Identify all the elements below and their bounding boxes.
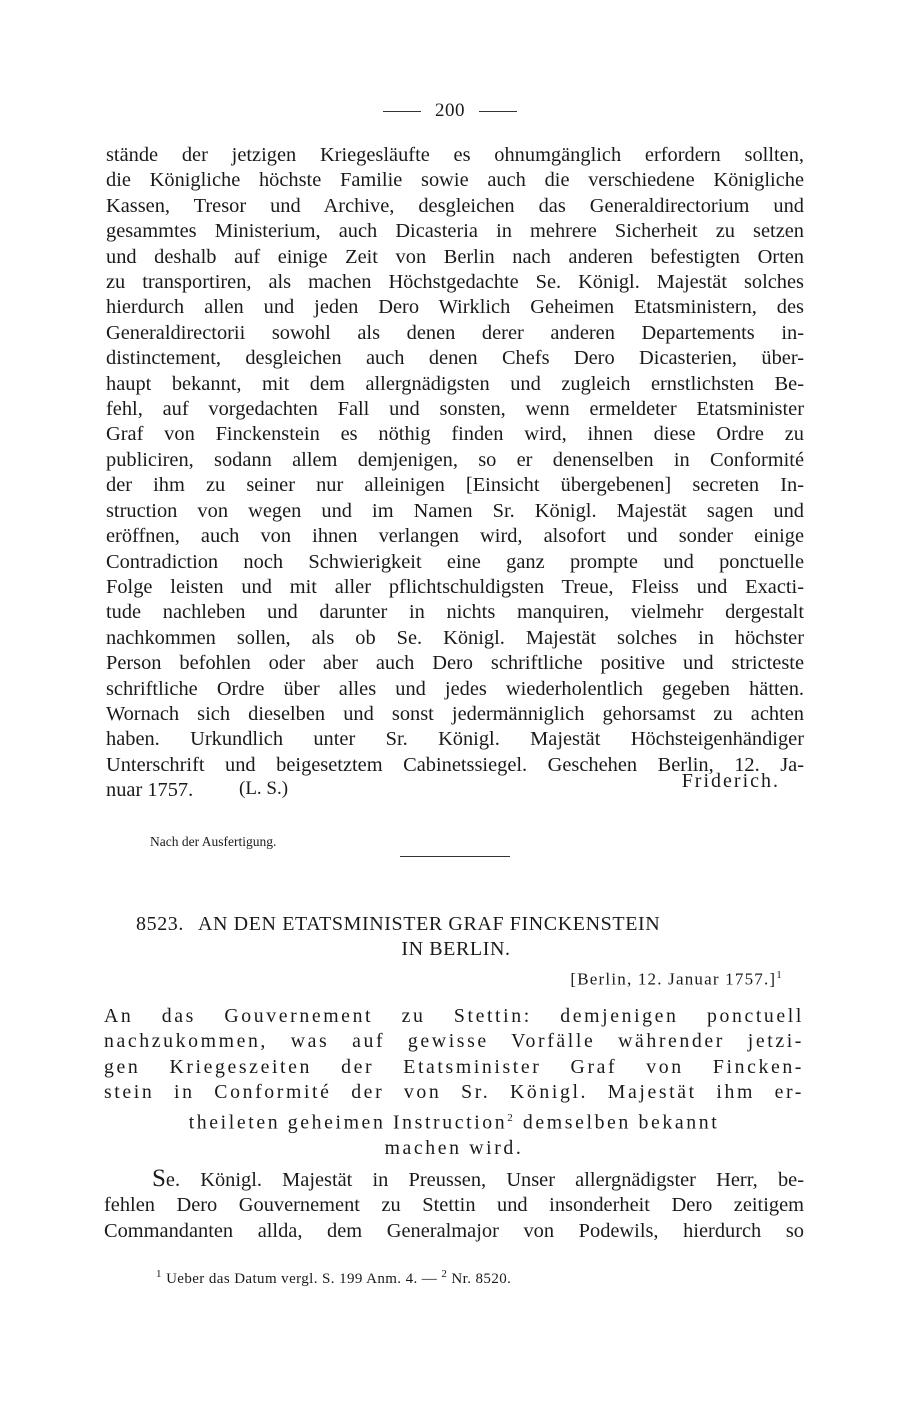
- seal-mark: (L. S.): [239, 778, 289, 799]
- source-note: Nach der Ausfertigung.: [150, 834, 277, 849]
- signature: Friderich.: [681, 770, 780, 792]
- body-line: eröffnen, auch von ihnen verlangen wird, alsofort und sonder einige: [106, 525, 804, 548]
- body-line-last: nuar 1757.: [106, 779, 194, 802]
- header-dash-right: [479, 111, 517, 112]
- body-line: Wornach sich dieselben und sonst jedermänniglich gehorsamst zu achten: [106, 702, 804, 725]
- date-footnote-mark: 1: [776, 969, 783, 981]
- document-heading: [136, 912, 776, 962]
- body-line: zu transportiren, als machen Höchstgedachte Se. Königl. Majestät solches: [106, 271, 804, 294]
- body-line: Person befohlen oder aber auch Dero schriftliche positive und strictestе: [106, 652, 804, 675]
- summary-line: machen wird.: [384, 1136, 524, 1159]
- page-header: [0, 100, 900, 122]
- summary-line: [104, 1106, 804, 1136]
- body-line: gesammtes Ministerium, auch Dicasteria in mehrere Sicherheit zu setzen: [106, 220, 804, 243]
- continued-body-text: [106, 143, 804, 804]
- body-line: haupt bekannt, mit dem allergnädigsten und zugleich ernstlichsten Be-: [106, 372, 804, 395]
- document-body-line: fehlen Dero Gouvernement zu Stettin und insonderheit Dero zeitigem: [104, 1194, 804, 1217]
- footnote-mark-1: 1: [156, 1268, 162, 1280]
- document-summary: [104, 1004, 804, 1161]
- document-body: [104, 1166, 804, 1244]
- document-title: AN DEN ETATSMINISTER GRAF FINCKENSTEIN: [198, 913, 661, 935]
- summary-line: gen Kriegeszeiten der Etatsminister Graf von Fincken-: [104, 1055, 804, 1078]
- document-number: 8523.: [136, 913, 184, 935]
- body-line: Unterschrift und beigesetztem Cabinetssiegel. Geschehen Berlin, 12. Ja-: [106, 753, 804, 776]
- body-line: der ihm zu seiner nur alleinigen [Einsicht übergebenen] secreten In-: [106, 474, 804, 497]
- summary-line5-text: theileten geheimen Instruction: [188, 1111, 508, 1134]
- body-line: hierdurch allen und jeden Dero Wirklich Geheimen Etatsministern, des: [106, 296, 804, 319]
- body-line: publiciren, sodann allem demjenigen, so er denenselben in Conformité: [106, 448, 804, 471]
- body-line: die Königliche höchste Familie sowie auch die verschiedene Königliche: [106, 169, 804, 192]
- footnotes: [156, 1268, 511, 1288]
- document-date: [570, 969, 783, 990]
- summary-line: nachzukommen, was auf gewisse Vorfälle währender jetzi-: [104, 1030, 804, 1053]
- body-line: fehl, auf vorgedachten Fall und sonsten, wenn ermeldeter Etatsminister: [106, 398, 804, 421]
- body-line: nachkommen sollen, als ob Se. Königl. Majestät solches in höchster: [106, 626, 804, 649]
- summary-line: An das Gouvernement zu Stettin: demjenigen ponctuell: [104, 1005, 804, 1027]
- page-number: 200: [435, 100, 465, 121]
- summary-footnote-mark: 2: [507, 1111, 516, 1124]
- signature-block: [106, 770, 804, 830]
- body-line: Kassen, Tresor und Archive, desgleichen das Generaldirectorium und: [106, 194, 804, 217]
- summary-line: stein in Conformité der von Sr. Königl. Majestät ihm er-: [104, 1081, 804, 1104]
- body-line: Folge leisten und mit aller pflichtschuldigsten Treue, Fleiss und Exacti-: [106, 575, 804, 598]
- section-divider: [400, 856, 510, 857]
- body-line: haben. Urkundlich unter Sr. Königl. Majestät Höchsteigenhändiger: [106, 728, 804, 751]
- footnote-text-2: Nr. 8520.: [451, 1271, 512, 1287]
- date-text: [Berlin, 12. Januar 1757.]: [570, 969, 777, 989]
- body-line: Generaldirectorii sowohl als denen derer anderen Departements in-: [106, 321, 804, 344]
- document-body-line: Commandanten allda, dem Generalmajor von Podewils, hierdurch so: [104, 1219, 804, 1242]
- body-line: Graf von Finckenstein es nöthig finden wird, ihnen diese Ordre zu: [106, 423, 804, 446]
- footnote-mark-2: 2: [441, 1268, 448, 1280]
- document-title-line2: IN BERLIN.: [401, 938, 511, 960]
- document-body-line: Se. Königl. Majestät in Preussen, Unser allergnädigster Herr, be-: [152, 1165, 804, 1192]
- body-line: struction von wegen und im Namen Sr. Königl. Majestät sagen und: [106, 499, 804, 522]
- body-line: stände der jetzigen Kriegesläufte es ohnumgänglich erfordern sollten,: [106, 144, 804, 166]
- footnote-text-1: Ueber das Datum vergl. S. 199 Anm. 4. —: [166, 1271, 438, 1287]
- body-line: und deshalb auf einige Zeit von Berlin nach anderen befestigten Orten: [106, 245, 804, 268]
- header-dash-left: [383, 111, 421, 112]
- summary-line5-rest: demselben bekannt: [515, 1111, 720, 1134]
- body-line: schriftliche Ordre über alles und jedes wiederholentlich gegeben hätten.: [106, 677, 804, 700]
- body-line: Contradiction noch Schwierigkeit eine ganz prompte und ponctuelle: [106, 550, 804, 573]
- body-line: tude nachleben und darunter in nichts manquiren, vielmehr dergestalt: [106, 601, 804, 624]
- body-line: distinctement, desgleichen auch denen Chefs Dero Dicasterien, über-: [106, 347, 804, 370]
